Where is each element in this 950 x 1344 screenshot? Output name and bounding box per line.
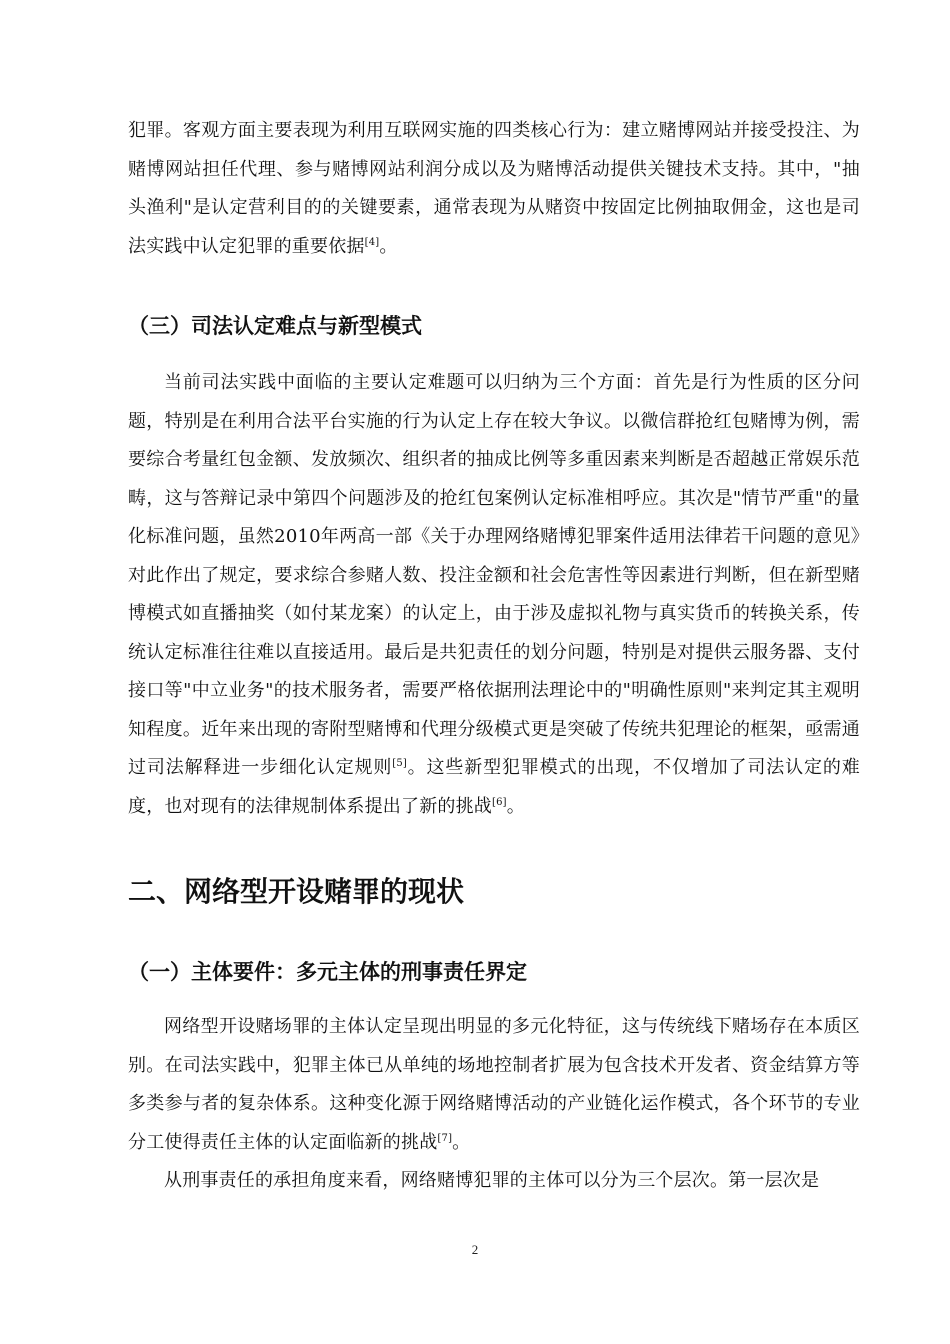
paragraph-difficulties <box>128 364 860 826</box>
paragraph-difficulties-text-1: 当前司法实践中面临的主要认定难题可以归纳为三个方面：首先是行为性质的区分问题，特别是在利用合法平台实施的行为认定上存在较大争议。以微信群抢红包赌博为例，需要综合考量红包金额、发放频次、组织者的抽成比例等多重因素来判断是否超越正常娱乐范畴，这与答辩记录中第四个问题涉及的抢红包案例认定标准相呼应。其次是"情节严重"的量化标准问题，虽然2010年两高一部《关于办理网络赌博犯罪案件适用法律若干问题的意见》对此作出了规定，要求综合参赌人数、投注金额和社会危害性等因素进行判断，但在新型赌博模式如直播抽奖（如付某龙案）的认定上，由于涉及虚拟礼物与真实货币的转换关系，传统认定标准往往难以直接适用。最后是共犯责任的划分问题，特别是对提供云服务器、支付接口等"中立业务"的技术服务者，需要严格依据刑法理论中的"明确性原则"来判定其主观明知程度。近年来出现的寄附型赌博和代理分级模式更是突破了传统共犯理论的框架，亟需通过司法解释进一步细化认定规则 <box>128 372 860 778</box>
heading-section-2: 二、网络型开设赌罪的现状 <box>128 875 465 908</box>
page-content <box>128 112 860 1201</box>
citation-4: [4] <box>364 236 380 248</box>
paragraph-subject-text: 网络型开设赌场罪的主体认定呈现出明显的多元化特征，这与传统线下赌场存在本质区别。在司法实践中，犯罪主体已从单纯的场地控制者扩展为包含技术开发者、资金结算方等多类参与者的复杂体系。这种变化源于网络赌博活动的产业链化运作模式，各个环节的专业分工使得责任主体的认定面临新的挑战 <box>128 1016 860 1153</box>
heading-judicial-difficulties: （三）司法认定难点与新型模式 <box>128 314 422 338</box>
paragraph-levels-text: 从刑事责任的承担角度来看，网络赌博犯罪的主体可以分为三个层次。第一层次是 <box>164 1170 820 1191</box>
paragraph-difficulties-text-2: 。这些新型犯罪模式的出现，不仅增加了司法认定的难度，也对现有的法律规制体系提出了新的挑战 <box>128 757 860 817</box>
paragraph-levels <box>128 1162 860 1201</box>
paragraph-intro-end: 。 <box>379 235 398 257</box>
heading-subject-element: （一）主体要件：多元主体的刑事责任界定 <box>128 960 527 984</box>
citation-6: [6] <box>492 796 507 808</box>
citation-5: [5] <box>392 758 407 769</box>
page-number: 2 <box>471 1242 479 1257</box>
citation-7: [7] <box>437 1132 453 1144</box>
paragraph-subject <box>128 1008 860 1162</box>
paragraph-intro <box>128 112 860 266</box>
paragraph-difficulties-end: 。 <box>506 795 525 817</box>
paragraph-intro-text: 犯罪。客观方面主要表现为利用互联网实施的四类核心行为：建立赌博网站并接受投注、为赌博网站担任代理、参与赌博网站利润分成以及为赌博活动提供关键技术支持。其中，"抽头渔利"是认定营利目的的关键要素，通常表现为从赌资中按固定比例抽取佣金，这也是司法实践中认定犯罪的重要依据 <box>128 120 860 257</box>
paragraph-subject-end: 。 <box>452 1131 471 1153</box>
